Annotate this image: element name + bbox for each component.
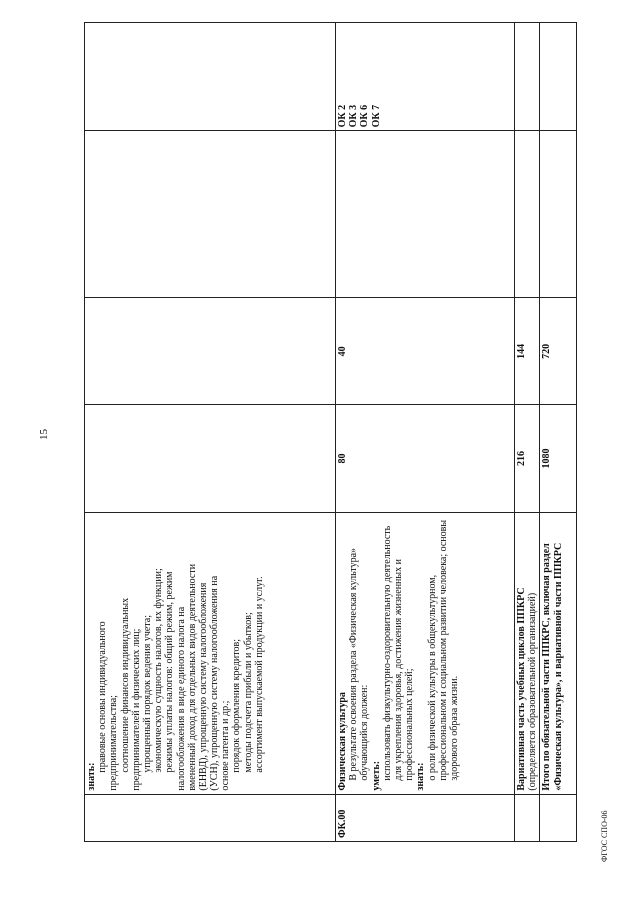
competencies-cell: [540, 131, 577, 298]
ok-cell: [540, 23, 577, 131]
list-item: вмененный доход для отдельных видов деятельности: [186, 563, 198, 791]
total-hours-cell: [85, 405, 336, 512]
code-cell: ФК.00: [336, 794, 515, 841]
competencies-cell: [515, 131, 540, 298]
ok-cell: [515, 23, 540, 131]
list-item: правовые основы индивидуального: [97, 621, 109, 773]
list-item: налогообложения в виде единого налога на: [175, 606, 187, 791]
ok-code: ОК 2: [337, 104, 348, 128]
list-item: экономическую сущность налогов, их функции;: [153, 568, 165, 773]
table-row: [515, 23, 540, 842]
list-item: основе патента и др.;: [220, 700, 232, 791]
curriculum-table: [84, 22, 577, 842]
code-cell: [540, 794, 577, 841]
total-hours-cell: 1080: [540, 405, 577, 512]
list-item: ассортимент выпускаемой продукции и услуг.: [253, 576, 265, 773]
variative-subtitle: (определяется образовательной организацией): [527, 592, 539, 791]
class-hours-cell: 720: [540, 298, 577, 405]
knowledge-heading: знать:: [86, 762, 97, 791]
table-row: [540, 23, 577, 842]
total-hours-cell: 80: [336, 405, 515, 512]
pe-title: Физическая культура: [337, 692, 348, 791]
variative-title: Вариативная часть учебных циклов ППКРС: [516, 587, 527, 791]
list-item: режимы уплаты налогов: общий режим, режим: [164, 571, 176, 773]
list-item: методы подсчета прибыли и убытков;: [242, 612, 254, 773]
page-number: 15: [38, 429, 50, 440]
list-item: соотношение финансов индивидуальных: [119, 597, 131, 773]
total-title-cell: Итого по обязательной части ППКРС, включая раздел «Физическая культура», и вариативной части ППКРС: [540, 512, 577, 794]
competencies-cell: [336, 131, 515, 298]
ok-cell: [85, 23, 336, 131]
rotated-table-container: [84, 22, 564, 842]
list-item: (УСН), упрощенную систему налогообложения на: [209, 575, 221, 791]
list-item: предпринимателей и физических лиц;: [130, 628, 142, 791]
ok-code: ОК 3: [348, 104, 360, 128]
class-hours-cell: [85, 298, 336, 405]
table-row: [336, 23, 515, 842]
footer-code: ФГОС СПО-06: [600, 810, 609, 862]
variative-cell: [515, 512, 540, 794]
pe-intro: В результате освоения раздела «Физическая культура» обучающийся должен:: [348, 547, 371, 781]
list-item: предпринимательства;: [108, 695, 120, 791]
umet-text: использовать физкультурно-оздоровительную деятельность для укрепления здоровья, достижения жизненных и профессиональных целей;: [381, 525, 416, 781]
znat-label: знать:: [415, 762, 427, 791]
znat-text: о роли физической культуры в общекультурном, профессиональном и социальном развитии человека; основы здорового образа жизни.: [426, 519, 460, 781]
pe-description-cell: [336, 512, 515, 794]
ok-code: ОК 7: [370, 104, 382, 128]
list-item: порядок оформления кредитов;: [231, 638, 243, 773]
competencies-cell: [85, 131, 336, 298]
total-hours-cell: 216: [515, 405, 540, 512]
ok-cell: [336, 23, 515, 131]
code-cell: [515, 794, 540, 841]
umet-label: уметь:: [370, 760, 382, 791]
list-item: упрощенный порядок ведения учета;: [141, 614, 153, 773]
table-row: [85, 23, 336, 842]
class-hours-cell: 40: [336, 298, 515, 405]
ok-code: ОК 6: [359, 104, 371, 128]
class-hours-cell: 144: [515, 298, 540, 405]
list-item: (ЕНВД), упрощенную систему налогообложения: [197, 582, 209, 791]
code-cell: [85, 794, 336, 841]
knowledge-cell: [85, 512, 336, 794]
